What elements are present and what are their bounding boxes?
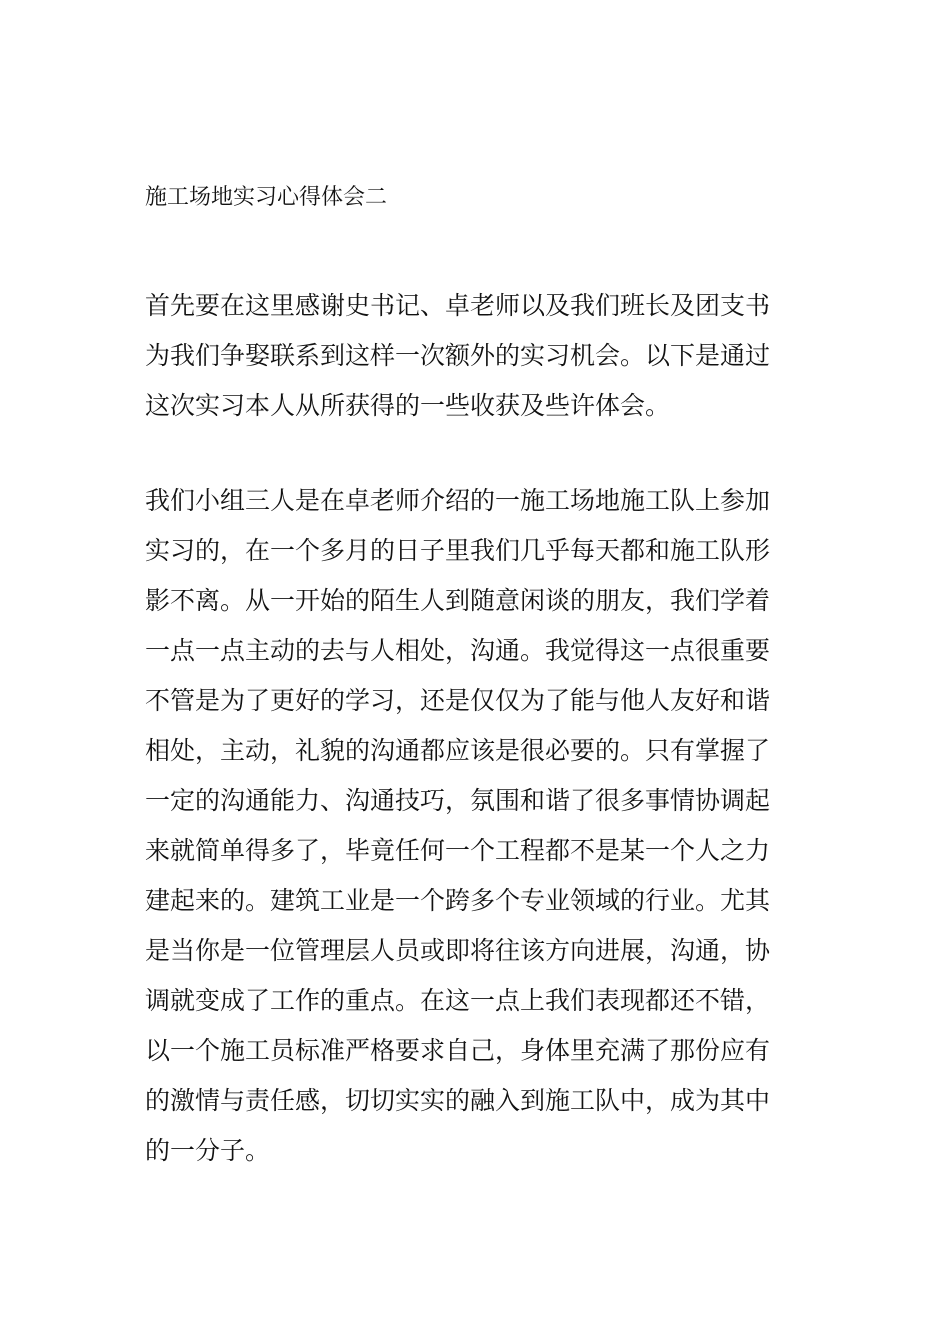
paragraph-line: 一点一点主动的去与人相处，沟通。我觉得这一点很重要 — [145, 636, 771, 665]
paragraph-line: 建起来的。建筑工业是一个跨多个专业领域的行业。尤其 — [145, 886, 771, 915]
paragraph-line: 实习的，在一个多月的日子里我们几乎每天都和施工队形 — [145, 536, 771, 565]
paragraph-line: 不管是为了更好的学习，还是仅仅为了能与他人友好和谐 — [145, 686, 771, 715]
paragraph-line: 调就变成了工作的重点。在这一点上我们表现都还不错， — [145, 986, 771, 1015]
paragraph-line: 以一个施工员标准严格要求自己，身体里充满了那份应有 — [145, 1036, 771, 1065]
document-title: 施工场地实习心得体会二 — [145, 185, 388, 210]
paragraph-acknowledgement — [145, 281, 815, 431]
paragraph-line: 来就简单得多了，毕竟任何一个工程都不是某一个人之力 — [145, 836, 771, 865]
paragraph-line: 首先要在这里感谢史书记、卓老师以及我们班长及团支书 — [145, 291, 771, 320]
paragraph-experience — [145, 476, 815, 1176]
paragraph-line: 的一分子。 — [145, 1136, 271, 1165]
paragraph-line: 这次实习本人从所获得的一些收获及些许体会。 — [145, 391, 671, 420]
paragraph-line: 影不离。从一开始的陌生人到随意闲谈的朋友，我们学着 — [145, 586, 771, 615]
paragraph-line: 相处，主动，礼貌的沟通都应该是很必要的。只有掌握了 — [145, 736, 771, 765]
paragraph-line: 一定的沟通能力、沟通技巧，氛围和谐了很多事情协调起 — [145, 786, 771, 815]
paragraph-line: 是当你是一位管理层人员或即将往该方向进展，沟通，协 — [145, 936, 771, 965]
paragraph-line: 我们小组三人是在卓老师介绍的一施工场地施工队上参加 — [145, 486, 771, 515]
paragraph-line: 为我们争娶联系到这样一次额外的实习机会。以下是通过 — [145, 341, 771, 370]
paragraph-line: 的激情与责任感，切切实实的融入到施工队中，成为其中 — [145, 1086, 771, 1115]
